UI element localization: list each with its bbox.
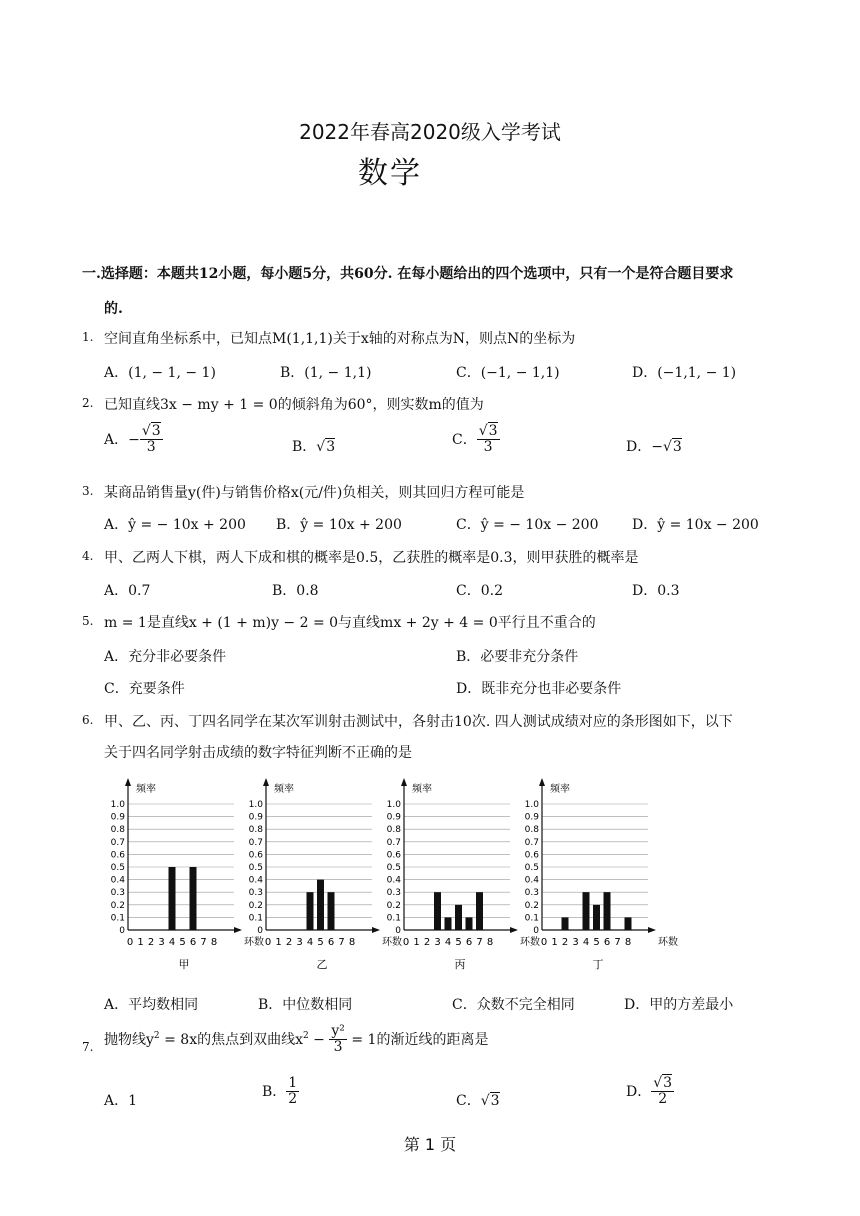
y-tick-label: 0.2 (386, 900, 401, 911)
x-tick-label: 2 (285, 937, 293, 948)
x-tick-label: 4 (306, 937, 314, 948)
y-tick-label: 0.5 (110, 863, 125, 873)
x-tick-label: 6 (327, 937, 335, 948)
y-axis-arrow (263, 778, 269, 786)
x-tick-label: 5 (593, 937, 600, 948)
x-tick-label: 0 (402, 937, 410, 948)
y-tick-label: 0.4 (386, 875, 401, 886)
y-tick-label: 0.5 (524, 863, 539, 873)
x-tick-label: 5 (179, 937, 186, 948)
question-text: 某商品销售量y(件)与销售价格x(元/件)负相关，则其回归方程可能是 (104, 485, 525, 501)
y-tick-label: 0.5 (386, 863, 401, 873)
y-tick-label: 0.8 (386, 825, 401, 836)
y-tick-label: 1.0 (248, 800, 263, 810)
bar (476, 892, 483, 930)
y-tick-label: 0.7 (524, 837, 539, 848)
x-tick-label: 2 (423, 937, 431, 948)
question-number: 5. (82, 614, 94, 628)
x-tick-label: 3 (434, 937, 441, 948)
bar (317, 880, 324, 930)
x-axis-label: 环数 (244, 937, 264, 948)
question-number: 6. (82, 713, 94, 727)
bar (583, 892, 590, 930)
question-number: 3. (82, 484, 94, 498)
x-tick-label: 1 (275, 937, 282, 948)
y-tick-label: 0.7 (386, 837, 401, 848)
y-tick-label: 0.4 (248, 875, 263, 886)
y-tick-label: 0.6 (524, 850, 539, 861)
x-tick-label: 1 (551, 937, 558, 948)
bar (307, 892, 314, 930)
option-d: D． $\frac{√3}{2}$ (626, 1075, 673, 1108)
option-b: B．必要非充分条件 (456, 649, 579, 665)
y-tick-label: 0.7 (110, 837, 125, 848)
x-axis-label: 环数 (520, 937, 540, 948)
x-tick-label: 6 (189, 937, 197, 948)
y-tick-label: 0.3 (110, 888, 125, 899)
option-c: C．(−1, − 1,1) (456, 365, 560, 381)
subject-title: 数学 (358, 156, 422, 191)
option-d: D．既非充分也非必要条件 (456, 681, 622, 697)
bar (625, 917, 632, 930)
section-heading: 一.选择题：本题共12小题，每小题5分，共60分. 在每小题给出的四个选项中，只有一个是符合题目要求 (82, 266, 734, 282)
x-tick-label: 6 (465, 937, 473, 948)
question-number: 2. (82, 396, 94, 410)
question-text: 抛物线$y^2 = 8x$的焦点到双曲线$x^2$ − $\frac{\text{y²}}{3}$ = 1的渐近线的距离是 (104, 1023, 489, 1056)
x-tick-label: 1 (137, 937, 144, 948)
x-tick-label: 6 (603, 937, 611, 948)
question-text-cont: 关于四名同学射击成绩的数字特征判断不正确的是 (104, 745, 412, 761)
chart-title: 丙 (454, 958, 466, 971)
bar (169, 867, 176, 930)
y-tick-label: 0.7 (248, 837, 263, 848)
chart-title: 乙 (316, 958, 328, 971)
y-tick-label: 0.9 (386, 812, 401, 823)
bar (434, 892, 441, 930)
option-d: D．−√3 (626, 439, 682, 455)
x-axis-arrow (648, 927, 656, 933)
option-a: A．平均数相同 (104, 997, 199, 1013)
x-tick-label: 7 (200, 937, 207, 948)
y-tick-label: 0 (533, 926, 539, 936)
y-tick-label: 0.3 (524, 888, 539, 899)
bar (190, 867, 197, 930)
x-tick-label: 8 (348, 937, 356, 948)
exam-title: 2022年春高2020级入学考试 (299, 120, 561, 144)
y-tick-label: 0 (257, 926, 263, 936)
question-text: 甲、乙两人下棋，两人下成和棋的概率是0.5，乙获胜的概率是0.3，则甲获胜的概率是 (104, 550, 639, 566)
x-tick-label: 3 (572, 937, 579, 948)
y-tick-label: 0 (395, 926, 401, 936)
option-b: B．(1, − 1,1) (280, 365, 372, 381)
bar (455, 905, 462, 930)
option-c: C．ŷ = − 10x − 200 (456, 517, 599, 533)
x-axis-arrow (372, 927, 380, 933)
option-a: A．(1, − 1, − 1) (104, 365, 216, 381)
option-a: A．1 (104, 1093, 138, 1109)
y-axis-label: 频率 (274, 784, 294, 795)
x-tick-label: 0 (264, 937, 272, 948)
option-b: B．ŷ = 10x + 200 (276, 517, 402, 533)
y-tick-label: 0.1 (386, 913, 401, 924)
y-tick-label: 0.9 (524, 812, 539, 823)
y-axis-arrow (125, 778, 131, 786)
chart-title: 丁 (592, 958, 604, 971)
option-c: C． $\frac{√3}{3}$ (452, 423, 498, 456)
y-tick-label: 0.1 (524, 913, 539, 924)
page-number: 第 1 页 (403, 1135, 457, 1154)
option-a: A．充分非必要条件 (104, 649, 227, 665)
bar (604, 892, 611, 930)
option-c: C．充要条件 (104, 681, 185, 697)
y-tick-label: 1.0 (524, 800, 539, 810)
chart-title: 甲 (178, 958, 190, 971)
option-b: B．中位数相同 (258, 997, 353, 1013)
y-axis-arrow (539, 778, 545, 786)
x-axis-label: 环数 (658, 937, 678, 948)
y-axis-label: 频率 (136, 784, 156, 795)
x-tick-label: 8 (624, 937, 632, 948)
bar-charts (104, 774, 684, 974)
option-c: C．0.2 (456, 583, 503, 599)
x-tick-label: 4 (444, 937, 452, 948)
y-tick-label: 0.4 (524, 875, 539, 886)
option-d: D．0.3 (632, 583, 680, 599)
y-tick-label: 0.1 (248, 913, 263, 924)
x-tick-label: 8 (210, 937, 218, 948)
bar (466, 917, 473, 930)
x-tick-label: 3 (296, 937, 303, 948)
x-tick-label: 4 (582, 937, 590, 948)
y-tick-label: 0.5 (248, 863, 263, 873)
x-tick-label: 8 (486, 937, 494, 948)
y-axis-arrow (401, 778, 407, 786)
y-tick-label: 0.2 (110, 900, 125, 911)
x-tick-label: 2 (147, 937, 155, 948)
y-tick-label: 0.6 (386, 850, 401, 861)
bar (445, 917, 452, 930)
y-tick-label: 1.0 (386, 800, 401, 810)
x-axis-label: 环数 (382, 937, 402, 948)
x-tick-label: 3 (158, 937, 165, 948)
x-tick-label: 2 (561, 937, 569, 948)
bar (593, 905, 600, 930)
question-text: 甲、乙、丙、丁四名同学在某次军训射击测试中，各射击10次. 四人测试成绩对应的条形图如下，以下 (104, 714, 733, 730)
question-number: 1. (82, 330, 94, 344)
option-c: C．√3 (456, 1093, 500, 1109)
section-heading-cont: 的. (104, 301, 123, 317)
option-d: D．甲的方差最小 (624, 997, 734, 1013)
option-b: B．√3 (292, 439, 336, 455)
y-tick-label: 0.2 (248, 900, 263, 911)
x-tick-label: 5 (455, 937, 462, 948)
y-tick-label: 0.6 (248, 850, 263, 861)
question-text: m = 1是直线x + (1 + m)y − 2 = 0与直线mx + 2y + 4 = 0平行且不重合的 (104, 615, 596, 631)
y-tick-label: 0.3 (248, 888, 263, 899)
y-tick-label: 0.6 (110, 850, 125, 861)
option-d: D．(−1,1, − 1) (632, 365, 737, 381)
y-tick-label: 1.0 (110, 800, 125, 810)
x-tick-label: 1 (413, 937, 420, 948)
option-b: B．0.8 (272, 583, 319, 599)
option-d: D．ŷ = 10x − 200 (632, 517, 759, 533)
option-a: A．− $\frac{√3}{3}$ (104, 423, 161, 456)
option-a: A．ŷ = − 10x + 200 (104, 517, 246, 533)
y-tick-label: 0.3 (386, 888, 401, 899)
question-number: 4. (82, 549, 94, 563)
question-text: 已知直线3x − my + 1 = 0的倾斜角为60°，则实数m的值为 (104, 397, 484, 413)
y-axis-label: 频率 (550, 784, 570, 795)
y-axis-label: 频率 (412, 784, 432, 795)
bar (328, 892, 335, 930)
y-tick-label: 0.8 (248, 825, 263, 836)
option-a: A．0.7 (104, 583, 151, 599)
x-tick-label: 0 (540, 937, 548, 948)
y-tick-label: 0.4 (110, 875, 125, 886)
x-tick-label: 7 (476, 937, 483, 948)
y-tick-label: 0.9 (248, 812, 263, 823)
y-tick-label: 0.1 (110, 913, 125, 924)
x-tick-label: 7 (338, 937, 345, 948)
bar (562, 917, 569, 930)
x-axis-arrow (234, 927, 242, 933)
x-axis-arrow (510, 927, 518, 933)
y-tick-label: 0 (119, 926, 125, 936)
y-tick-label: 0.2 (524, 900, 539, 911)
y-tick-label: 0.8 (110, 825, 125, 836)
x-tick-label: 4 (168, 937, 176, 948)
x-tick-label: 0 (126, 937, 134, 948)
question-text: 空间直角坐标系中，已知点M(1,1,1)关于x轴的对称点为N，则点N的坐标为 (104, 331, 576, 347)
y-tick-label: 0.9 (110, 812, 125, 823)
x-tick-label: 7 (614, 937, 621, 948)
option-c: C．众数不完全相同 (452, 997, 575, 1013)
question-number: 7. (82, 1040, 94, 1054)
x-tick-label: 5 (317, 937, 324, 948)
option-b: B． $\frac{1}{2}$ (262, 1075, 298, 1108)
y-tick-label: 0.8 (524, 825, 539, 836)
